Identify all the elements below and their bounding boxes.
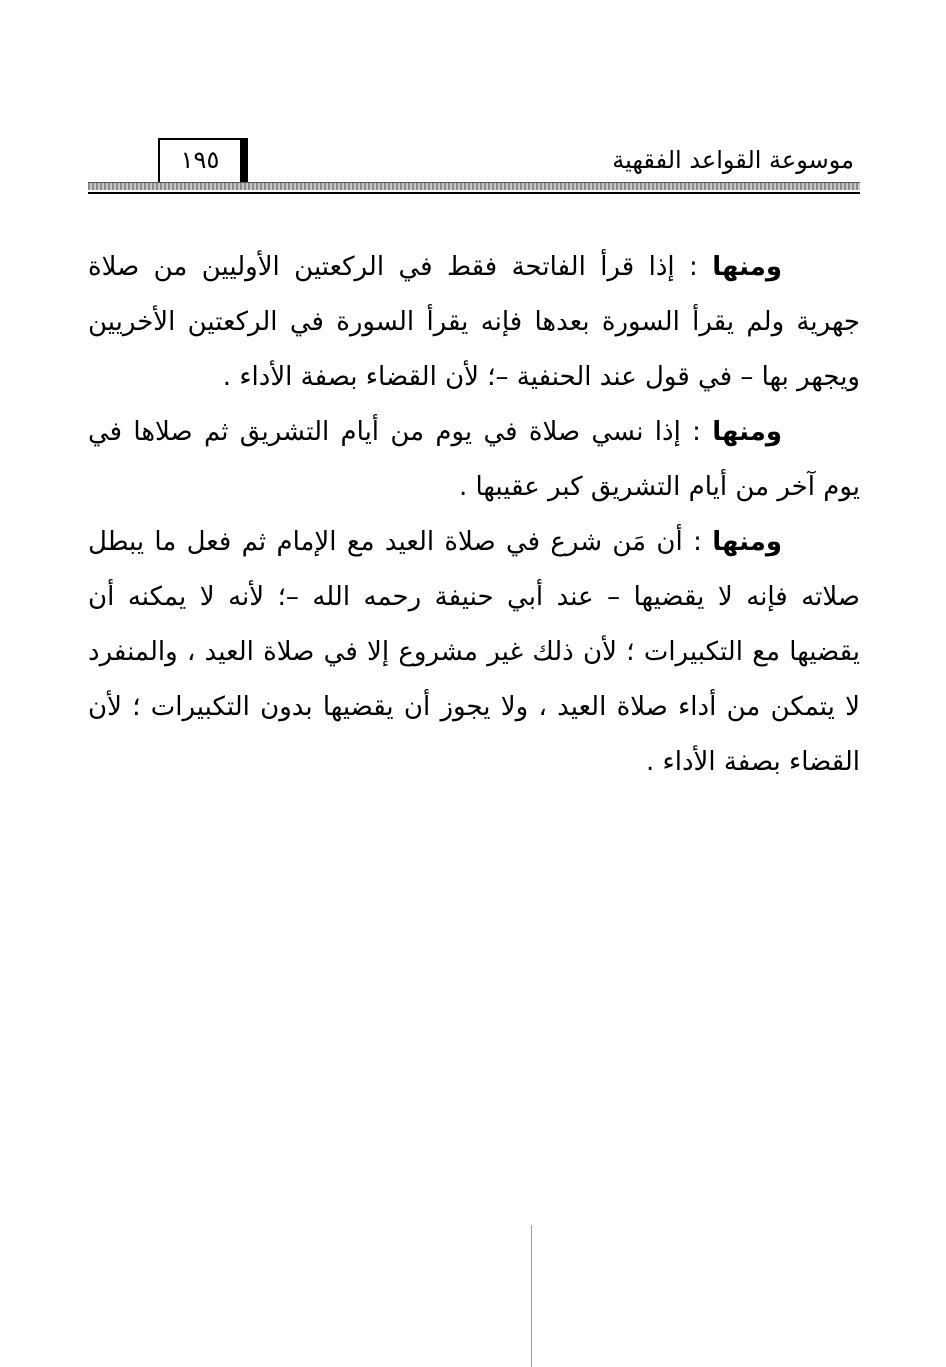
scan-artifact-line bbox=[531, 1225, 532, 1367]
paragraph-text: : أن مَن شرع في صلاة العيد مع الإمام ثم فعل ما يبطل صلاته فإنه لا يقضيها – عند أبي حنيفة رحمه الله –؛ لأنه لا يمكنه أن يقضيها مع التكبيرات ؛ لأن ذلك غير مشروع إلا في صلاة العيد ، والمنفرد لا يتمكن من أداء صلاة العيد ، ولا يجوز أن يقضيها بدون التكبيرات ؛ لأن القضاء بصفة الأداء . bbox=[88, 527, 860, 777]
paragraph bbox=[88, 405, 860, 515]
page-number-box bbox=[158, 138, 242, 186]
header-rule-band bbox=[88, 182, 860, 190]
header-rule-line bbox=[88, 192, 860, 194]
page-header bbox=[88, 138, 860, 194]
paragraph-text: : إذا نسي صلاة في يوم من أيام التشريق ثم صلاها في يوم آخر من أيام التشريق كبر عقيبها . bbox=[88, 417, 860, 502]
page-number: ١٩٥ bbox=[180, 146, 220, 174]
body-text bbox=[88, 240, 860, 790]
paragraph bbox=[88, 515, 860, 790]
paragraph-lead: ومنها bbox=[712, 527, 782, 557]
running-title: موسوعة القواعد الفقهية bbox=[612, 146, 854, 174]
paragraph-text: : إذا قرأ الفاتحة فقط في الركعتين الأوليين من صلاة جهرية ولم يقرأ السورة بعدها فإنه يقرأ السورة في الركعتين الأخريين ويجهر بها – في قول عند الحنفية –؛ لأن القضاء بصفة الأداء . bbox=[88, 252, 860, 392]
paragraph bbox=[88, 240, 860, 405]
paragraph-lead: ومنها bbox=[712, 252, 782, 282]
paragraph-lead: ومنها bbox=[712, 417, 782, 447]
